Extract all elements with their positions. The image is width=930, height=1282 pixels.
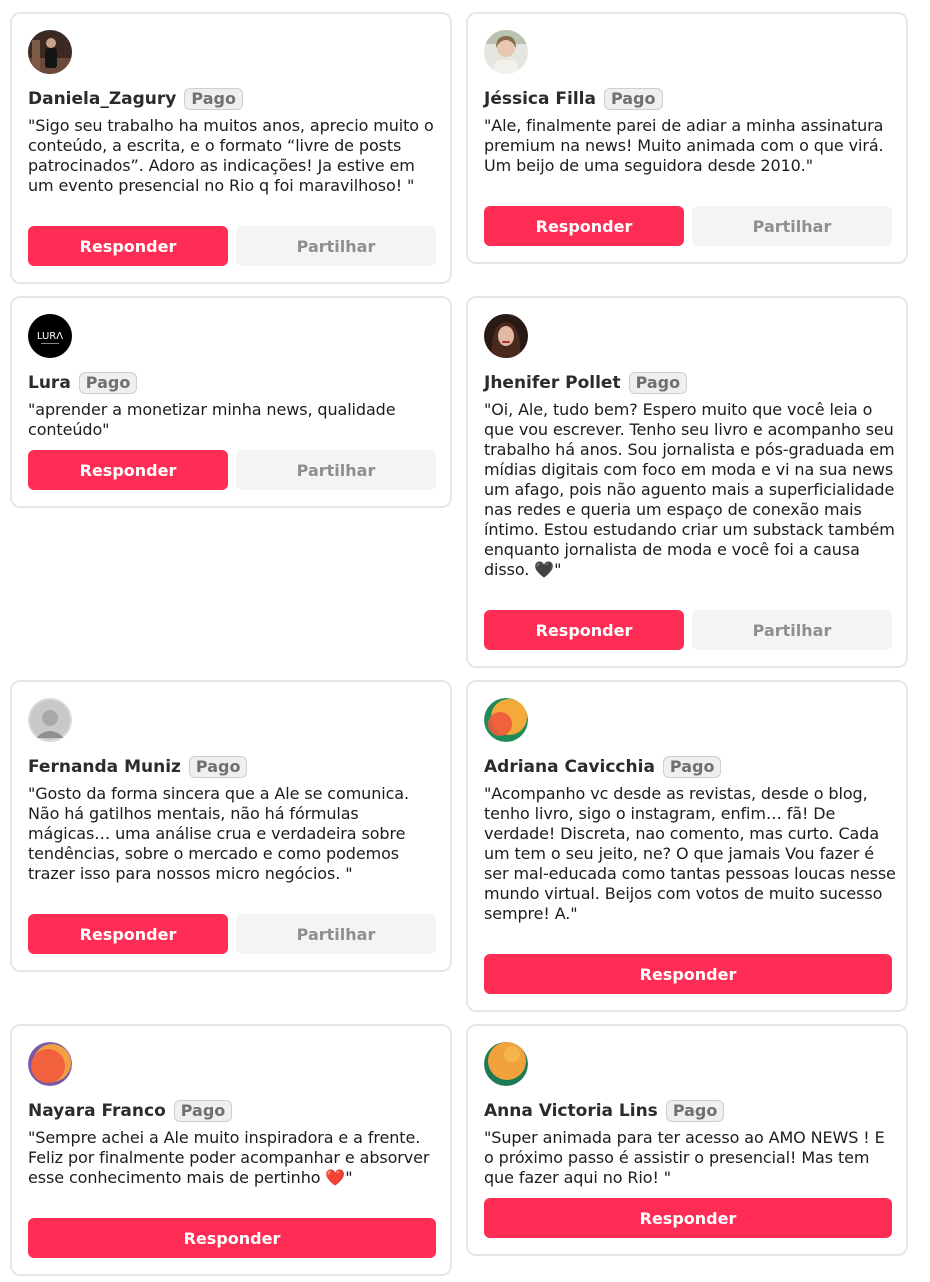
author-name[interactable]: Nayara Franco <box>28 1101 166 1121</box>
photo-avatar-icon <box>28 30 72 74</box>
author-name[interactable]: Anna Victoria Lins <box>484 1101 658 1121</box>
share-button[interactable]: Partilhar <box>236 226 436 266</box>
paid-badge: Pago <box>629 372 688 394</box>
reply-button[interactable]: Responder <box>484 610 684 650</box>
avatar[interactable] <box>484 698 528 742</box>
avatar[interactable] <box>484 314 528 358</box>
comment-text: "Sigo seu trabalho ha muitos anos, aprecio muito o conteúdo, a escrita, e o formato “livre de posts patrocinados”. Adoro as indicações! Ja estive em um evento presencial no Rio q foi maravilhoso! " <box>28 116 434 195</box>
paid-badge: Pago <box>663 756 722 778</box>
author-row <box>28 86 243 112</box>
author-row <box>28 1098 232 1124</box>
photo-avatar-icon <box>28 698 72 742</box>
paid-badge: Pago <box>666 1100 725 1122</box>
share-button[interactable]: Partilhar <box>692 206 892 246</box>
paid-badge: Pago <box>184 88 243 110</box>
comment-card <box>466 1024 908 1256</box>
avatar[interactable] <box>484 1042 528 1086</box>
default-avatar-icon <box>484 698 528 742</box>
photo-avatar-icon <box>484 314 528 358</box>
comment-card <box>466 296 908 668</box>
author-name[interactable]: Daniela_Zagury <box>28 89 177 109</box>
comment-text: "Sempre achei a Ale muito inspiradora e a frente. Feliz por finalmente poder acompanhar e absorver esse conhecimento mais de pertinho ❤️" <box>28 1128 430 1187</box>
author-name[interactable]: Lura <box>28 373 71 393</box>
share-button[interactable]: Partilhar <box>236 914 436 954</box>
comment-text: "Acompanho vc desde as revistas, desde o blog, tenho livro, sigo o instagram, enfim… fã! De verdade! Discreta, nao comento, mas curto. Cada um tem o seu jeito, ne? O que jamais Vou fazer é ser mal-educada como tantas pessoas loucas nesse mundo virtual. Beijos com votos de muito sucesso sempre! A." <box>484 784 896 923</box>
author-name[interactable]: Jhenifer Pollet <box>484 373 621 393</box>
author-row <box>484 370 687 396</box>
avatar-logo-text: LURΛ <box>36 331 64 342</box>
comment-card <box>10 1024 452 1276</box>
author-row <box>484 86 663 112</box>
avatar[interactable] <box>484 30 528 74</box>
share-button[interactable]: Partilhar <box>692 610 892 650</box>
reply-button[interactable]: Responder <box>28 1218 436 1258</box>
comment-card <box>466 680 908 1012</box>
comment-text: "Gosto da forma sincera que a Ale se comunica. Não há gatilhos mentais, não há fórmulas mágicas… uma análise crua e verdadeira sobre tendências, sobre o mercado e como podemos trazer isso para nossos micro negócios. " <box>28 784 409 883</box>
comment-text: "aprender a monetizar minha news, qualidade conteúdo" <box>28 400 396 439</box>
default-avatar-icon <box>28 1042 72 1086</box>
author-row <box>484 754 721 780</box>
author-row <box>28 370 137 396</box>
lura-logo-avatar-icon <box>28 314 72 358</box>
comment-card <box>10 12 452 284</box>
paid-badge: Pago <box>604 88 663 110</box>
reply-button[interactable]: Responder <box>484 954 892 994</box>
author-row <box>28 754 247 780</box>
author-name[interactable]: Fernanda Muniz <box>28 757 181 777</box>
author-name[interactable]: Adriana Cavicchia <box>484 757 655 777</box>
avatar[interactable] <box>28 314 72 358</box>
avatar[interactable] <box>28 698 72 742</box>
comment-card <box>10 680 452 972</box>
comment-text: "Oi, Ale, tudo bem? Espero muito que você leia o que vou escrever. Tenho seu livro e acompanho seu trabalho há anos. Sou jornalista e pós-graduada em mídias digitais com foco em moda e vi na sua news um afago, pois não aguento mais a superficialidade nas redes e queria um espaço de conexão mais íntimo. Estou estudando criar um substack também enquanto jornalista de moda e você foi a causa disso. 🖤" <box>484 400 895 579</box>
comment-text: "Ale, finalmente parei de adiar a minha assinatura premium na news! Muito animada com o que virá. Um beijo de uma seguidora desde 2010." <box>484 116 884 175</box>
reply-button[interactable]: Responder <box>28 450 228 490</box>
avatar[interactable] <box>28 1042 72 1086</box>
default-avatar-icon <box>484 1042 528 1086</box>
paid-badge: Pago <box>79 372 138 394</box>
photo-avatar-icon <box>484 30 528 74</box>
reply-button[interactable]: Responder <box>28 226 228 266</box>
reply-button[interactable]: Responder <box>484 1198 892 1238</box>
avatar[interactable] <box>28 30 72 74</box>
comment-card <box>466 12 908 264</box>
author-name[interactable]: Jéssica Filla <box>484 89 596 109</box>
paid-badge: Pago <box>189 756 248 778</box>
comment-card <box>10 296 452 508</box>
share-button[interactable]: Partilhar <box>236 450 436 490</box>
author-row <box>484 1098 724 1124</box>
comment-text: "Super animada para ter acesso ao AMO NEWS ! E o próximo passo é assistir o presencial! Mas tem que fazer aqui no Rio! " <box>484 1128 885 1187</box>
paid-badge: Pago <box>174 1100 233 1122</box>
reply-button[interactable]: Responder <box>484 206 684 246</box>
reply-button[interactable]: Responder <box>28 914 228 954</box>
